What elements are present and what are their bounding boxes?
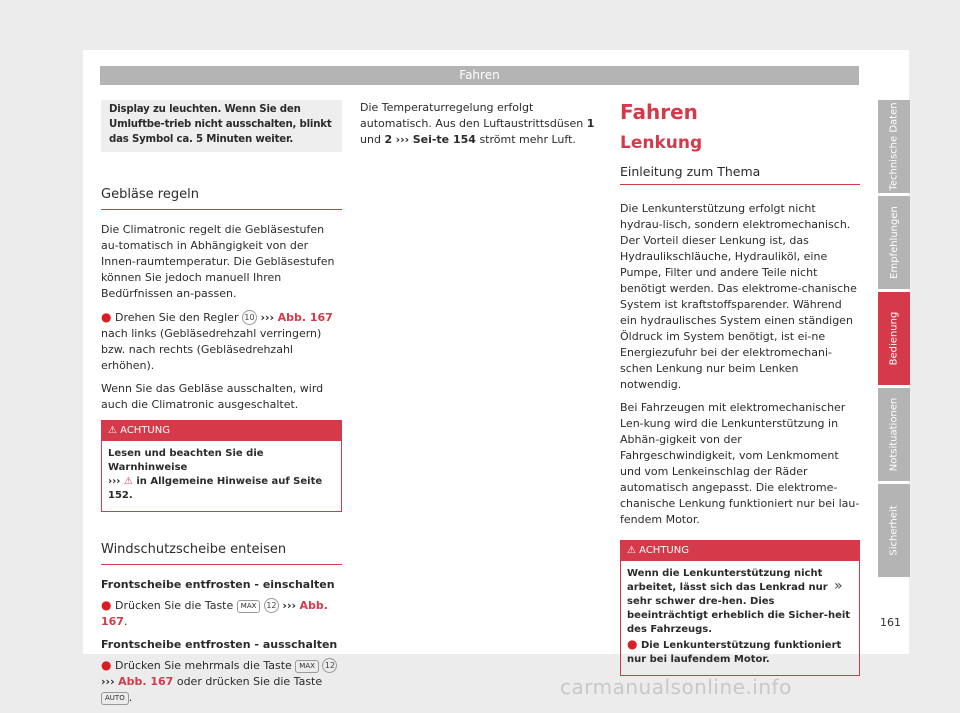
callout-number: 12 — [264, 598, 279, 613]
subsection-title: Einleitung zum Thema — [620, 164, 860, 185]
bullet-icon: ● — [101, 310, 112, 324]
continue-arrow-icon: » — [834, 578, 843, 594]
paragraph: Die Temperaturregelung erfolgt automatisch. Aus den Luftaustrittsdüsen 1 und 2 ››› Sei-te 154 strömt mehr Luft. — [360, 101, 595, 146]
subheading: Frontscheibe entfrosten - einschalten — [101, 578, 335, 591]
tab-technische-daten[interactable]: Technische Daten — [878, 100, 910, 193]
paragraph: Die Climatronic regelt die Gebläsestufen au-tomatisch in Abhängigkeit von der Innen-raumtemperatur. Die Gebläsestufen können Sie jedoch manuell Ihren Bedürfnissen an-passen. — [101, 223, 335, 300]
chevron-ref-icon: ››› — [260, 311, 275, 324]
chevron-ref-icon: ››› — [395, 133, 410, 146]
bullet-icon: ● — [627, 637, 638, 651]
callout-number: 12 — [322, 658, 337, 673]
page-number: 161 — [880, 616, 901, 629]
column-right — [620, 100, 860, 676]
paragraph: Bei Fahrzeugen mit elektromechanischer Len-kung wird die Lenkunterstützung in Abhän-gigkeit von der Fahrgeschwindigkeit, vom Lenkmoment und vom Lenkeinschlag der Räder automatisch angepasst. Die elektrome-chanische Lenkung funktioniert nur bei lau-fendem Motor. — [620, 401, 860, 526]
max-defrost-key-icon: MAX — [295, 660, 319, 673]
chevron-ref-icon: ››› — [101, 675, 115, 688]
warning-body: Wenn die Lenkunterstützung nicht arbeitet, lässt sich das Lenkrad nur sehr schwer dre-hen. Dies beeinträchtigt erheblich die Sicher-heit des Fahrzeugs. ● Die Lenkunterstützung funktioniert nur bei laufendem Motor. — [627, 568, 851, 665]
warning-header: ⚠ ACHTUNG — [621, 541, 859, 561]
tab-bedienung[interactable]: Bedienung — [878, 292, 910, 385]
info-box: Display zu leuchten. Wenn Sie den Umluftbe-trieb nicht ausschalten, blinkt das Symbol ca. 5 Minuten weiter. — [101, 100, 342, 152]
chevron-ref-icon: ››› — [282, 599, 297, 612]
column-middle — [360, 100, 600, 155]
tab-notsituationen[interactable]: Notsituationen — [878, 388, 910, 481]
max-defrost-key-icon: MAX — [237, 600, 261, 613]
heading-windschutzscheibe: Windschutzscheibe enteisen — [101, 542, 342, 565]
auto-key-icon: AUTO — [101, 692, 129, 705]
tab-sicherheit[interactable]: Sicherheit — [878, 484, 910, 577]
warning-triangle-icon: ⚠ — [123, 476, 133, 487]
warning-box — [101, 420, 342, 512]
bullet-item: ● Drücken Sie die Taste MAX 12 ››› Abb. 167. — [101, 598, 328, 628]
column-left — [101, 100, 342, 713]
heading-geblaese: Gebläse regeln — [101, 187, 342, 210]
subheading: Frontscheibe entfrosten - ausschalten — [101, 638, 338, 651]
paragraph: Die Lenkunterstützung erfolgt nicht hydrau-lisch, sondern elektromechanisch. Der Vorteil dieser Lenkung ist, das Hydraulikschläuche, Hydrauliköl, eine Pumpe, Filter und andere Teile nicht benötigt werden. Das elektrome-chanische System ist kraftstoffsparender. Während ein hydraulisches System einen ständigen Öldruck im System benötigt, ist ei-ne Energiezufuhr bei der elektromechani-schen Lenkung nur beim Lenken notwendig. — [620, 202, 857, 391]
bullet-item: ● Drücken Sie mehrmals die Taste MAX 12 ››› Abb. 167 oder drücken Sie die Taste AUTO . — [101, 657, 342, 706]
warning-triangle-icon: ⚠ — [627, 545, 636, 556]
paragraph: Wenn Sie das Gebläse ausschalten, wird auch die Climatronic ausgeschaltet. — [101, 382, 324, 411]
bullet-item: ● Drehen Sie den Regler 10 ››› Abb. 167 nach links (Gebläsedrehzahl verringern) bzw. nach rechts (Gebläsedrehzahl erhöhen). — [101, 310, 333, 372]
watermark: carmanualsonline.info — [560, 675, 792, 699]
chevron-ref-icon: ››› — [108, 476, 121, 487]
tab-empfehlungen[interactable]: Empfehlungen — [878, 196, 910, 289]
figure-link[interactable]: Abb. 167 — [101, 599, 328, 628]
chapter-tabs — [878, 100, 910, 580]
bullet-icon: ● — [101, 598, 112, 612]
section-title: Lenkung — [620, 133, 703, 153]
bullet-icon: ● — [101, 658, 112, 672]
warning-body: Lesen und beachten Sie die Warnhinweise ››› ⚠ in Allgemeine Hinweise auf Seite 152. — [108, 448, 323, 501]
warning-header: ⚠ ACHTUNG — [102, 421, 341, 441]
figure-link[interactable]: Abb. 167 — [277, 311, 333, 324]
warning-box — [620, 540, 860, 676]
page-header: Fahren — [100, 66, 859, 85]
page-link[interactable]: Sei-te 154 — [412, 133, 476, 146]
figure-link[interactable]: Abb. 167 — [118, 675, 174, 688]
callout-number: 10 — [242, 310, 257, 325]
chapter-title: Fahren — [620, 100, 698, 124]
warning-triangle-icon: ⚠ — [108, 425, 117, 436]
